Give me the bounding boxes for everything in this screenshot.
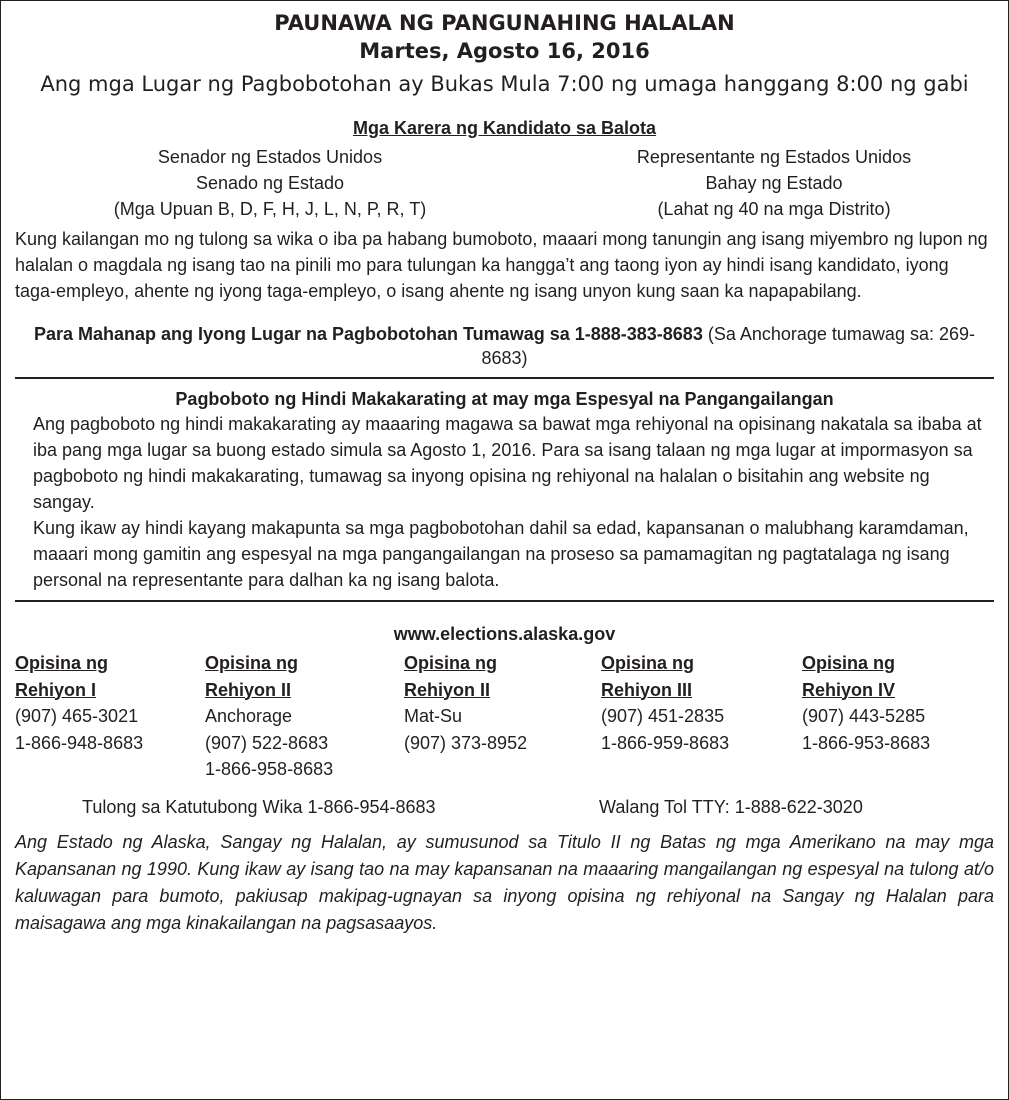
native-language-help: Tulong sa Katutubong Wika 1-866-954-8683 bbox=[82, 796, 436, 817]
helplines bbox=[15, 795, 994, 819]
office-toll-free: 1-866-958-8683 bbox=[205, 759, 334, 779]
absentee-heading: Pagboboto ng Hindi Makakarating at may mga Espesyal na Pangangailangan bbox=[175, 389, 834, 409]
office-region-4 bbox=[802, 650, 982, 783]
divider bbox=[15, 377, 994, 379]
notice-date: Martes, Agosto 16, 2016 bbox=[359, 39, 650, 63]
ada-statement: Ang Estado ng Alaska, Sangay ng Halalan, ay sumusunod sa Titulo II ng Batas ng mga Amerikano na may mga Kapansanan ng 1990. Kung ikaw ay isang tao na may kapansanan na maaaring mangailangan ng espesyal na tulong at/o kaluwagan para bumoto, pakiusap makipag-ugnayan sa inyong opisina ng rehiyonal na Sangay ng Halalan para maisagawa ang mga kinakailangan na pagsasaayos. bbox=[15, 831, 994, 933]
races-left-column bbox=[15, 144, 525, 222]
race-us-representative: Representante ng Estados Unidos bbox=[636, 147, 912, 167]
office-toll-free: 1-866-953-8683 bbox=[802, 732, 931, 753]
office-label: Opisina ng bbox=[601, 653, 695, 673]
office-region-1 bbox=[15, 650, 205, 783]
office-label: Opisina ng bbox=[802, 653, 896, 673]
office-region: Rehiyon IV bbox=[802, 679, 896, 700]
polling-hours: Ang mga Lugar ng Pagbobotohan ay Bukas Mula 7:00 ng umaga hanggang 8:00 ng gabi bbox=[40, 72, 969, 96]
polling-place-phone: Para Mahanap ang Iyong Lugar na Pagbobotohan Tumawag sa 1-888-383-8683 bbox=[33, 324, 703, 344]
office-region: Rehiyon II bbox=[205, 679, 292, 700]
assistance-paragraph: Kung kailangan mo ng tulong sa wika o iba pa habang bumoboto, maaari mong tanungin ang isang miyembro ng lupon ng halalan o magdala ng isang tao na pinili mo para tulungan ka hangga’t ang taong iyon ay hindi isang kandidato, iyong taga-empleyo, ahente ng iyong taga-empleyo, o isang ahente ng isang unyon kung saan ka napapabilang. bbox=[15, 229, 988, 301]
office-region: Rehiyon III bbox=[601, 679, 693, 700]
office-label: Opisina ng bbox=[15, 653, 109, 673]
special-needs-paragraph: Kung ikaw ay hindi kayang makapunta sa mga pagbobotohan dahil sa edad, kapansanan o malubhang karamdaman, maaari mong gamitin ang espesyal na mga pangangailangan na proseso sa pamamagitan ng pagtatalaga ng isang personal na representante para dalhan ka ng isang balota. bbox=[33, 518, 969, 590]
race-senate-seats: (Mga Upuan B, D, F, H, J, L, N, P, R, T) bbox=[113, 199, 427, 219]
race-state-senate: Senado ng Estado bbox=[195, 173, 345, 193]
office-phone: (907) 465-3021 bbox=[15, 706, 139, 726]
race-us-senator: Senador ng Estados Unidos bbox=[157, 147, 383, 167]
office-label: Opisina ng bbox=[205, 653, 299, 673]
office-phone: (907) 451-2835 bbox=[601, 706, 725, 726]
regional-offices bbox=[15, 650, 994, 783]
anchorage-phone: (Sa Anchorage tumawag sa: 269-8683) bbox=[481, 324, 975, 368]
races-right-column bbox=[554, 144, 994, 222]
notice-title: PAUNAWA NG PANGUNAHING HALALAN bbox=[274, 11, 735, 35]
tty-line: Walang Tol TTY: 1-888-622-3020 bbox=[599, 796, 863, 817]
race-state-house: Bahay ng Estado bbox=[705, 173, 843, 193]
office-region: Rehiyon I bbox=[15, 679, 97, 700]
website-link[interactable]: www.elections.alaska.gov bbox=[393, 624, 616, 644]
office-label: Opisina ng bbox=[404, 653, 498, 673]
absentee-paragraph: Ang pagboboto ng hindi makakarating ay maaaring magawa sa bawat mga rehiyonal na opisinang nakatala sa ibaba at iba pang mga lugar sa buong estado simula sa Agosto 1, 2016. Para sa isang talaan ng mga lugar at impormasyon sa pagboboto ng hindi makakarating, tumawag sa inyong opisina ng rehiyonal na halalan o bisitahin ang website ng sangay. bbox=[33, 414, 982, 512]
office-city: Anchorage bbox=[205, 706, 293, 726]
office-toll-free: 1-866-959-8683 bbox=[601, 732, 730, 753]
divider bbox=[15, 600, 994, 602]
office-region-2-anchorage bbox=[205, 650, 404, 783]
office-phone: (907) 522-8683 bbox=[205, 732, 329, 753]
office-region: Rehiyon II bbox=[404, 679, 491, 700]
office-region-3 bbox=[601, 650, 802, 783]
races-heading: Mga Karera ng Kandidato sa Balota bbox=[352, 118, 657, 138]
office-toll-free: 1-866-948-8683 bbox=[15, 732, 144, 753]
polling-place-info bbox=[15, 322, 994, 370]
race-house-districts: (Lahat ng 40 na mga Distrito) bbox=[657, 199, 891, 219]
office-phone: (907) 443-5285 bbox=[802, 706, 926, 726]
office-region-2-matsu bbox=[404, 650, 601, 783]
office-city: Mat-Su bbox=[404, 706, 463, 726]
races-columns bbox=[15, 144, 994, 222]
office-phone: (907) 373-8952 bbox=[404, 732, 528, 753]
